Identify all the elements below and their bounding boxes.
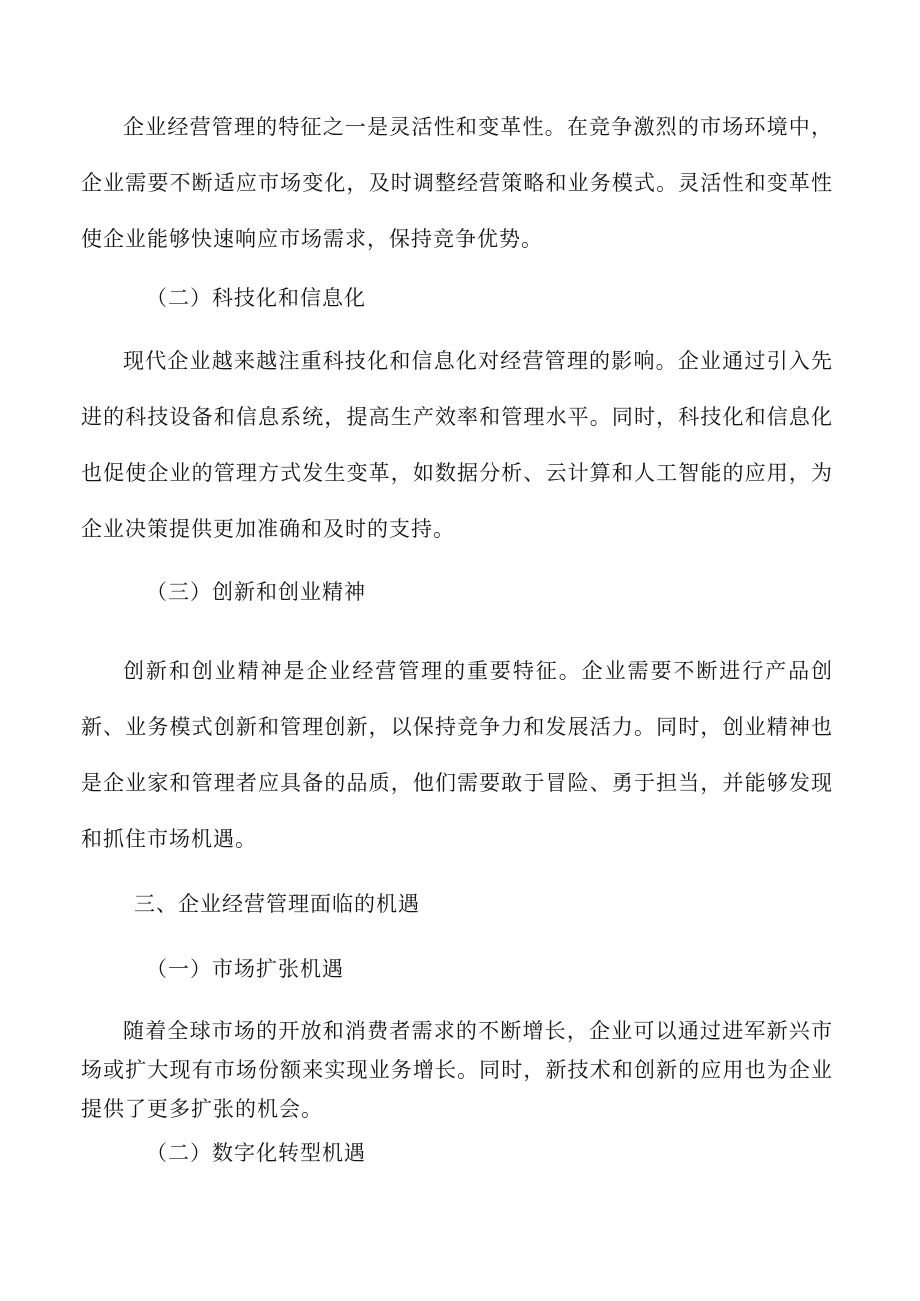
section-title-opportunities: 三、企业经营管理面临的机遇 xyxy=(134,892,420,916)
paragraph-market-expansion: 随着全球市场的开放和消费者需求的不断增长，企业可以通过进军新兴市场或扩大现有市场份额来实现业务增长。同时，新技术和创新的应用也为企业提供了更多扩张的机会。 xyxy=(81,1019,833,1121)
heading-innovation-entrepreneurship: （三）创新和创业精神 xyxy=(146,580,366,604)
paragraph-flexibility: 企业经营管理的特征之一是灵活性和变革性。在竞争激烈的市场环境中，企业需要不断适应市场变化，及时调整经营策略和业务模式。灵活性和变革性使企业能够快速响应市场需求，保持竞争优势。 xyxy=(81,115,833,251)
heading-digital-transformation: （二）数字化转型机遇 xyxy=(146,1141,366,1165)
paragraph-innovation-entrepreneurship: 创新和创业精神是企业经营管理的重要特征。企业需要不断进行产品创新、业务模式创新和管理创新，以保持竞争力和发展活力。同时，创业精神也是企业家和管理者应具备的品质，他们需要敢于冒险、勇于担当，并能够发现和抓住市场机遇。 xyxy=(81,659,833,851)
heading-tech-informatization: （二）科技化和信息化 xyxy=(146,286,366,310)
paragraph-tech-informatization: 现代企业越来越注重科技化和信息化对经营管理的影响。企业通过引入先进的科技设备和信息系统，提高生产效率和管理水平。同时，科技化和信息化也促使企业的管理方式发生变革，如数据分析、云计算和人工智能的应用，为企业决策提供更加准确和及时的支持。 xyxy=(81,349,833,541)
heading-market-expansion: （一）市场扩张机遇 xyxy=(146,957,344,981)
